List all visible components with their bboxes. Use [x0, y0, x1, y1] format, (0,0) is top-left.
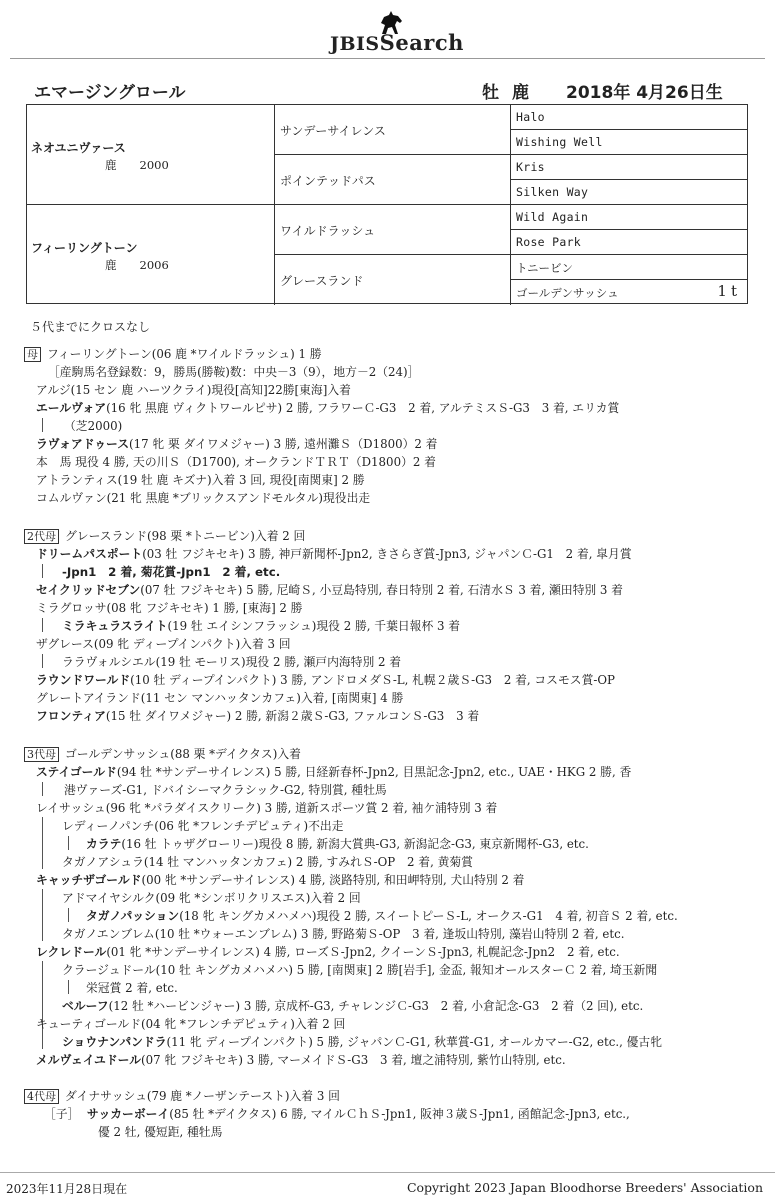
pedigree-gen3-cell — [511, 155, 747, 180]
family-line: -Jpn1 2 着, 菊花賞-Jpn1 2 着, etc. — [62, 565, 281, 579]
pedigree-table — [26, 104, 748, 304]
family-line: キャッチザゴールド(00 牝 *サンデーサイレンス) 4 勝, 淡路特別, 和田岬特別, 犬山特別 2 着 — [36, 873, 525, 887]
pedigree-gen3-cell — [511, 105, 747, 130]
family-line: ベルーフ(12 牡 *ハービンジャー) 3 勝, 京成杯-G3, チャレンジＣ-G3 2 着, 小倉記念-G3 2 着（2 回), etc. — [62, 999, 644, 1013]
pedigree-sire-info: 鹿 2000 — [105, 158, 169, 172]
section-tag: 3代母 — [24, 747, 59, 762]
family-line: コムルヴァン(21 牝 黒鹿 *ブリックスアンドモルタル)現役出走 — [36, 491, 371, 505]
pedigree-sire-cell — [27, 105, 275, 205]
pedigree-gen3-cell — [511, 230, 747, 255]
indent-bar — [42, 817, 43, 869]
pedigree-gen2-name[interactable]: グレースランド — [280, 274, 364, 288]
family-line: クラージュドール(10 牡 キングカメハメハ) 5 勝, [南関東] 2 勝[岩手], 金盃, 報知オールスターＣ 2 着, 埼玉新聞 — [62, 963, 658, 977]
pedigree-gen2-cell — [275, 255, 511, 305]
horse-name: エマージングロール — [34, 83, 186, 103]
family-line: グレートアイランド(11 セン マンハッタンカフェ)入着, [南関東] 4 勝 — [36, 691, 404, 705]
pedigree-gen3-name[interactable]: Wishing Well — [516, 135, 603, 149]
family-line: ミラキュラスライト(19 牡 エイシンフラッシュ)現役 2 勝, 千葉日報杯 3 着 — [62, 619, 461, 633]
indent-bar — [68, 908, 69, 922]
family-line: レディーノパンチ(06 牝 *フレンチデピュティ)不出走 — [62, 819, 344, 833]
pedigree-gen3-cell — [511, 205, 747, 230]
family-line: レクレドール(01 牝 *サンデーサイレンス) 4 勝, ローズＳ-Jpn2, クイーンＳ-Jpn3, 札幌記念-Jpn2 2 着, etc. — [36, 945, 620, 959]
pedigree-gen3-name[interactable]: Silken Way — [516, 185, 589, 199]
family-line: タガノエンブレム(10 牡 *ウォーエンブレム) 3 勝, 野路菊Ｓ-OP 3 着, 逢坂山特別, 藻岩山特別 2 着, etc. — [62, 927, 625, 941]
pedigree-dam-cell — [27, 205, 275, 305]
section-tag: 4代母 — [24, 1089, 59, 1104]
family-line: メルヴェイユドール(07 牝 フジキセキ) 3 勝, マーメイドＳ-G3 3 着, 壇之浦特別, 紫竹山特別, etc. — [36, 1053, 566, 1067]
inbreed-mark: 1t — [717, 282, 741, 300]
pedigree-gen3-name[interactable]: Kris — [516, 160, 545, 174]
footer-date: 2023年11月28日現在 — [6, 1182, 128, 1196]
family-line: 本 馬 現役 4 勝, 天の川Ｓ（D1700), オークランドＴＲＴ（D1800）2 着 — [36, 455, 436, 469]
family-line: 港ヴァーズ-G1, ドバイシーマクラシック-G2, 特別賞, 種牡馬 — [64, 783, 387, 797]
family-line: 4代母 ダイナサッシュ(79 鹿 *ノーザンテースト)入着 3 回 — [24, 1087, 340, 1105]
pedigree-gen2-cell — [275, 205, 511, 255]
family-line: ラウンドワールド(10 牡 ディープインパクト) 3 勝, アンドロメダＳ-L, 札幌２歳Ｓ-G3 2 着, コスモス賞-OP — [36, 673, 615, 687]
horse-color: 鹿 — [512, 83, 529, 103]
family-line: タガノパッション(18 牝 キングカメハメハ)現役 2 勝, スイートピーＳ-L, オークス-G1 4 着, 初音Ｓ 2 着, etc. — [86, 909, 678, 923]
family-line: ［子］ サッカーボーイ(85 牡 *デイクタス) 6 勝, マイルＣｈＳ-Jpn1, 阪神３歳Ｓ-Jpn1, 函館記念-Jpn3, etc., — [44, 1107, 630, 1121]
family-line: ラヴォアドゥース(17 牝 栗 ダイワメジャー) 3 勝, 遠州灘Ｓ（D1800）2 着 — [36, 437, 438, 451]
indent-bar — [42, 418, 43, 432]
family-line: カラテ(16 牡 トゥザグローリー)現役 8 勝, 新潟大賞典-G3, 新潟記念-G3, 東京新聞杯-G3, etc. — [86, 837, 589, 851]
section-tag: 母 — [24, 347, 41, 362]
pedigree-gen2-cell — [275, 105, 511, 155]
pedigree-gen3-name[interactable]: Wild Again — [516, 210, 589, 224]
family-line: 優 2 牡, 優短距, 種牡馬 — [98, 1125, 223, 1139]
logo-text-jbis: JBIS — [330, 33, 380, 55]
family-line: アトランティス(19 牡 鹿 キズナ)入着 3 回, 現役[南関東] 2 勝 — [36, 473, 365, 487]
indent-bar — [42, 618, 43, 632]
family-line: セイクリッドセブン(07 牡 フジキセキ) 5 勝, 尼崎Ｓ, 小豆島特別, 春日特別 2 着, 石清水Ｓ 3 着, 瀬田特別 3 着 — [36, 583, 623, 597]
indent-bar — [42, 889, 43, 941]
pedigree-gen3-name[interactable]: Halo — [516, 110, 545, 124]
family-line: ララヴォルシエル(19 牡 モーリス)現役 2 勝, 瀬戸内海特別 2 着 — [62, 655, 402, 669]
family-line: ザグレース(09 牝 ディープインパクト)入着 3 回 — [36, 637, 291, 651]
pedigree-gen3-name[interactable]: Rose Park — [516, 235, 582, 249]
pedigree-gen2-cell — [275, 155, 511, 205]
cross-note: ５代までにクロスなし — [30, 320, 151, 334]
pedigree-gen3-cell — [511, 255, 747, 280]
family-line: エールヴォア(16 牝 黒鹿 ヴィクトワールピサ) 2 勝, フラワーＣ-G3 2 着, アルテミスＳ-G3 3 着, エリカ賞 — [36, 401, 620, 415]
family-line: アドマイヤシルク(09 牝 *シンボリクリスエス)入着 2 回 — [62, 891, 361, 905]
logo-text-search: Search — [379, 30, 464, 55]
pedigree-sire-name[interactable]: ネオユニヴァース — [31, 141, 126, 155]
family-line: キューティゴールド(04 牝 *フレンチデピュティ)入着 2 回 — [36, 1017, 346, 1031]
pedigree-gen2-name[interactable]: サンデーサイレンス — [280, 124, 386, 138]
family-line: （芝2000) — [64, 419, 123, 433]
family-line: ステイゴールド(94 牡 *サンデーサイレンス) 5 勝, 日経新春杯-Jpn2, 目黒記念-Jpn2, etc., UAE・HKG 2 勝, 香 — [36, 765, 632, 779]
pedigree-gen2-name[interactable]: ポインテッドパス — [280, 174, 376, 188]
pedigree-gen3-cell — [511, 280, 747, 305]
indent-bar — [42, 564, 43, 578]
family-line: タガノアシュラ(14 牡 マンハッタンカフェ) 2 勝, すみれＳ-OP 2 着, 黄菊賞 — [62, 855, 473, 869]
pedigree-gen3-name[interactable]: トニービン — [516, 261, 574, 275]
family-line: アルジ(15 セン 鹿 ハーツクライ)現役[高知]22勝[東海]入着 — [36, 383, 351, 397]
section-tag: 2代母 — [24, 529, 59, 544]
family-line: 3代母 ゴールデンサッシュ(88 栗 *デイクタス)入着 — [24, 745, 301, 763]
family-line: ドリームパスポート(03 牡 フジキセキ) 3 勝, 神戸新聞杯-Jpn2, きさらぎ賞-Jpn3, ジャパンＣ-G1 2 着, 皐月賞 — [36, 547, 632, 561]
pedigree-dam-info: 鹿 2006 — [105, 258, 169, 272]
header-divider — [10, 58, 765, 59]
family-line: 母 フィーリングトーン(06 鹿 *ワイルドラッシュ) 1 勝 — [24, 345, 322, 363]
indent-bar — [42, 654, 43, 668]
footer-copyright: Copyright 2023 Japan Bloodhorse Breeders' Association — [406, 1180, 763, 1195]
pedigree-gen3-cell — [511, 180, 747, 205]
page-header — [0, 0, 775, 62]
indent-bar — [42, 782, 43, 796]
horse-birthdate: 2018年 4月26日生 — [566, 83, 723, 103]
family-line: ミラグロッサ(08 牝 フジキセキ) 1 勝, [東海] 2 勝 — [36, 601, 303, 615]
pedigree-gen2-name[interactable]: ワイルドラッシュ — [280, 224, 376, 238]
footer-divider — [0, 1172, 775, 1173]
family-line: フロンティア(15 牡 ダイワメジャー) 2 勝, 新潟２歳Ｓ-G3, ファルコンＳ-G3 3 着 — [36, 709, 480, 723]
pedigree-gen3-cell — [511, 130, 747, 155]
indent-bar — [68, 980, 69, 994]
jbis-logo[interactable] — [328, 10, 464, 55]
pedigree-gen3-name[interactable]: ゴールデンサッシュ — [516, 286, 619, 300]
family-line: 栄冠賞 2 着, etc. — [86, 981, 178, 995]
indent-bar — [68, 836, 69, 850]
indent-bar — [42, 961, 43, 1049]
family-line: 2代母 グレースランド(98 栗 *トニービン)入着 2 回 — [24, 527, 305, 545]
family-line: ショウナンパンドラ(11 牝 ディープインパクト) 5 勝, ジャパンＣ-G1, 秋華賞-G1, オールカマー-G2, etc., 優古牝 — [62, 1035, 662, 1049]
horse-sex: 牡 — [482, 83, 499, 103]
pedigree-dam-name[interactable]: フィーリングトーン — [31, 241, 138, 255]
family-line: レイサッシュ(96 牝 *パラダイスクリーク) 3 勝, 道新スポーツ賞 2 着, 袖ケ浦特別 3 着 — [36, 801, 498, 815]
family-line: ［産駒馬名登録数：9，勝馬(勝鞍)数：中央－3（9），地方－2（24)］ — [48, 365, 420, 379]
